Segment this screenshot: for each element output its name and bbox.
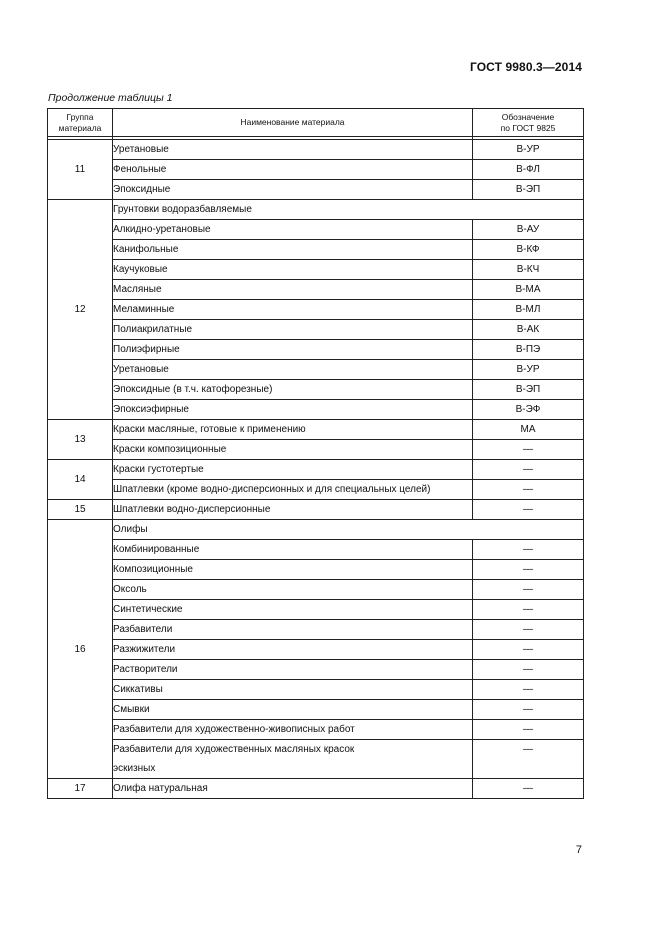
material-code: — bbox=[473, 600, 584, 620]
material-name: Масляные bbox=[113, 280, 473, 300]
material-name: Канифольные bbox=[113, 240, 473, 260]
material-code: В-ФЛ bbox=[473, 160, 584, 180]
material-name: Уретановые bbox=[113, 140, 473, 160]
table-row bbox=[48, 240, 584, 260]
material-code: — bbox=[473, 500, 584, 520]
material-name: Разбавители bbox=[113, 620, 473, 640]
table-row bbox=[48, 580, 584, 600]
table-row bbox=[48, 779, 584, 799]
table-row bbox=[48, 700, 584, 720]
materials-table bbox=[47, 108, 584, 799]
header-group-line: Группа bbox=[66, 111, 94, 122]
material-code: В-УР bbox=[473, 140, 584, 160]
table-caption: Продолжение таблицы 1 bbox=[48, 92, 173, 104]
material-name: Олифа натуральная bbox=[113, 779, 473, 799]
material-name: Эпоксидные bbox=[113, 180, 473, 200]
header-code bbox=[473, 109, 584, 137]
material-code: — bbox=[473, 720, 584, 740]
material-code: В-ПЭ bbox=[473, 340, 584, 360]
material-name: Уретановые bbox=[113, 360, 473, 380]
header-group bbox=[48, 109, 113, 137]
material-code: — bbox=[473, 620, 584, 640]
material-code: В-АК bbox=[473, 320, 584, 340]
page-number: 7 bbox=[575, 844, 582, 856]
table-row bbox=[48, 460, 584, 480]
material-code: В-ЭП bbox=[473, 380, 584, 400]
table-row bbox=[48, 660, 584, 680]
table-row bbox=[48, 600, 584, 620]
table-row bbox=[48, 440, 584, 460]
material-code: В-КЧ bbox=[473, 260, 584, 280]
table-row bbox=[48, 720, 584, 740]
table-row bbox=[48, 320, 584, 340]
material-name bbox=[113, 740, 473, 779]
group-number: 17 bbox=[48, 779, 113, 799]
table-row bbox=[48, 260, 584, 280]
material-code: — bbox=[473, 560, 584, 580]
material-name: Оксоль bbox=[113, 580, 473, 600]
header-group-line: материала bbox=[58, 122, 102, 133]
table-row bbox=[48, 140, 584, 160]
table-row bbox=[48, 200, 584, 220]
material-name: Полиэфирные bbox=[113, 340, 473, 360]
material-name: Сиккативы bbox=[113, 680, 473, 700]
document-code: ГОСТ 9980.3—2014 bbox=[469, 60, 582, 74]
table-row bbox=[48, 400, 584, 420]
material-code: В-МЛ bbox=[473, 300, 584, 320]
table-row bbox=[48, 380, 584, 400]
material-code: В-ЭФ bbox=[473, 400, 584, 420]
material-name: Краски композиционные bbox=[113, 440, 473, 460]
material-name: Смывки bbox=[113, 700, 473, 720]
material-name-line: эскизных bbox=[113, 763, 156, 774]
table-row bbox=[48, 540, 584, 560]
material-code: — bbox=[473, 700, 584, 720]
header-code-line: по ГОСТ 9825 bbox=[500, 122, 556, 133]
table-row bbox=[48, 680, 584, 700]
material-code: — bbox=[473, 440, 584, 460]
material-name: Шпатлевки (кроме водно-дисперсионных и для специальных целей) bbox=[113, 480, 473, 500]
material-code: МА bbox=[473, 420, 584, 440]
material-name: Эпоксиэфирные bbox=[113, 400, 473, 420]
group-title: Грунтовки водоразбавляемые bbox=[113, 200, 584, 220]
table-row bbox=[48, 180, 584, 200]
table-row bbox=[48, 280, 584, 300]
table-row bbox=[48, 360, 584, 380]
material-name: Каучуковые bbox=[113, 260, 473, 280]
header-name: Наименование материала bbox=[113, 109, 473, 137]
material-name: Комбинированные bbox=[113, 540, 473, 560]
material-name: Меламинные bbox=[113, 300, 473, 320]
material-code: — bbox=[473, 460, 584, 480]
material-name-line: Разбавители для художественных масляных красок bbox=[113, 744, 355, 755]
group-number: 14 bbox=[48, 460, 113, 500]
table-header-row bbox=[48, 109, 584, 137]
table-row bbox=[48, 620, 584, 640]
material-name: Синтетические bbox=[113, 600, 473, 620]
table-row bbox=[48, 560, 584, 580]
material-name: Растворители bbox=[113, 660, 473, 680]
material-name: Композиционные bbox=[113, 560, 473, 580]
material-code: В-МА bbox=[473, 280, 584, 300]
table-row bbox=[48, 640, 584, 660]
material-code: В-АУ bbox=[473, 220, 584, 240]
material-code: — bbox=[473, 779, 584, 799]
table-row bbox=[48, 300, 584, 320]
material-code: — bbox=[473, 740, 584, 779]
material-name: Полиакрилатные bbox=[113, 320, 473, 340]
material-code: В-ЭП bbox=[473, 180, 584, 200]
table-row bbox=[48, 160, 584, 180]
table-row bbox=[48, 480, 584, 500]
group-number: 11 bbox=[48, 140, 113, 200]
material-name: Шпатлевки водно-дисперсионные bbox=[113, 500, 473, 520]
table-row bbox=[48, 220, 584, 240]
table-row bbox=[48, 740, 584, 779]
material-code: — bbox=[473, 580, 584, 600]
header-code-line: Обозначение bbox=[501, 111, 555, 122]
table-row bbox=[48, 420, 584, 440]
group-number: 15 bbox=[48, 500, 113, 520]
material-code: — bbox=[473, 660, 584, 680]
material-code: — bbox=[473, 540, 584, 560]
material-code: В-КФ bbox=[473, 240, 584, 260]
material-name: Разжижители bbox=[113, 640, 473, 660]
material-name: Фенольные bbox=[113, 160, 473, 180]
group-number: 13 bbox=[48, 420, 113, 460]
material-name: Эпоксидные (в т.ч. катофорезные) bbox=[113, 380, 473, 400]
group-number: 16 bbox=[48, 520, 113, 779]
table-row bbox=[48, 500, 584, 520]
material-name: Краски масляные, готовые к применению bbox=[113, 420, 473, 440]
material-name: Алкидно-уретановые bbox=[113, 220, 473, 240]
material-code: — bbox=[473, 680, 584, 700]
material-code: — bbox=[473, 640, 584, 660]
material-code: В-УР bbox=[473, 360, 584, 380]
material-name: Краски густотертые bbox=[113, 460, 473, 480]
material-name: Разбавители для художественно-живописных работ bbox=[113, 720, 473, 740]
table-row bbox=[48, 520, 584, 540]
group-title: Олифы bbox=[113, 520, 584, 540]
table-row bbox=[48, 340, 584, 360]
group-number: 12 bbox=[48, 200, 113, 420]
material-code: — bbox=[473, 480, 584, 500]
